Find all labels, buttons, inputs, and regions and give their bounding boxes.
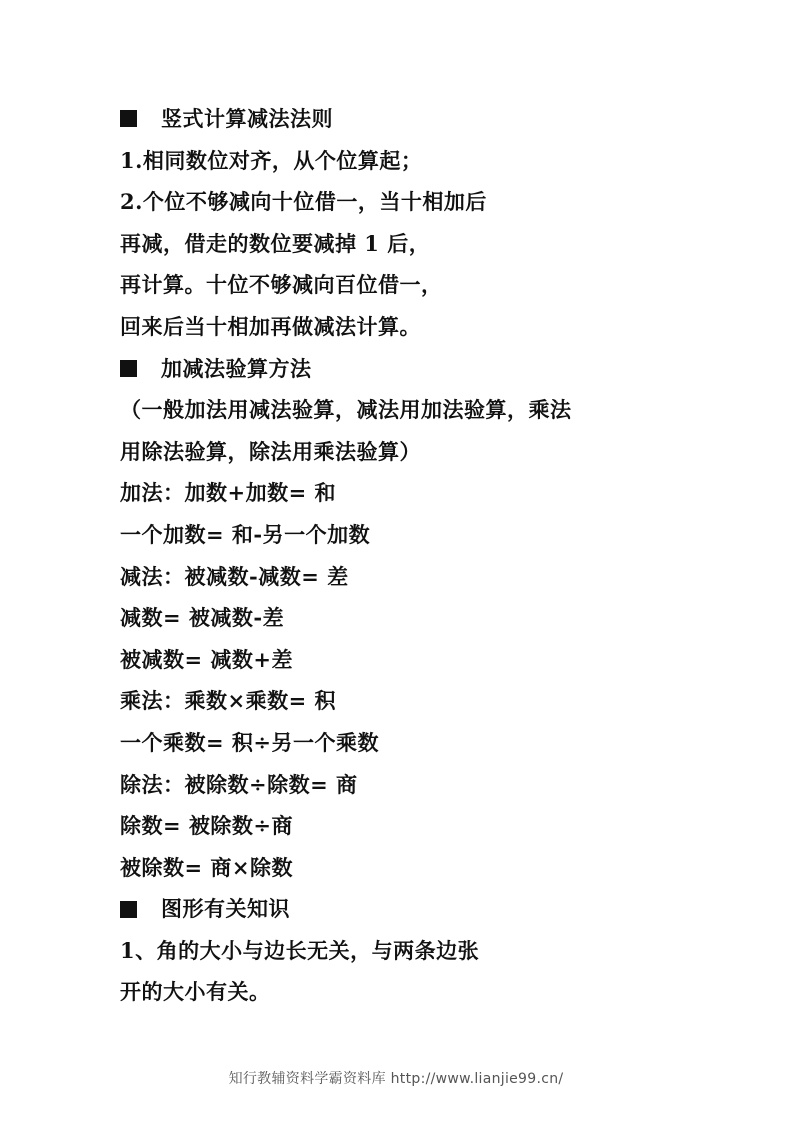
section-heading-vertical-subtraction: [120, 98, 720, 140]
section-heading-shapes: [120, 888, 720, 930]
text-line: （一般加法用减法验算，减法用加法验算，乘法: [120, 397, 572, 423]
formula-line: 除数= 被除数÷商: [120, 813, 294, 839]
formula-line: 减法：被减数-减数= 差: [120, 563, 349, 589]
formula-line: 除法：被除数÷除数= 商: [120, 771, 358, 797]
text-line: 1、角的大小与边长无关，与两条边张: [120, 937, 480, 963]
formula-line: 减数= 被减数-差: [120, 605, 285, 631]
text-line: 回来后当十相加再做减法计算。: [120, 313, 421, 339]
heading-text: 竖式计算减法法则: [161, 106, 333, 131]
text-line: 2.个位不够减向十位借一，当十相加后: [120, 189, 487, 215]
heading-text: 图形有关知识: [161, 896, 290, 922]
text-line: 开的大小有关。: [120, 979, 271, 1005]
page-footer-watermark: 知行教辅资料学霸资料库 http://www.lianjie99.cn/: [228, 1071, 564, 1087]
document-body: [120, 98, 720, 1013]
section-heading-check-methods: [120, 348, 720, 390]
text-line: 1.相同数位对齐，从个位算起；: [120, 147, 423, 173]
formula-line: 一个乘数= 积÷另一个乘数: [120, 729, 380, 755]
formula-line: 一个加数= 和-另一个加数: [120, 521, 371, 547]
square-bullet-icon: [120, 360, 137, 377]
text-line: 用除法验算，除法用乘法验算）: [120, 438, 421, 464]
heading-text: 加减法验算方法: [161, 355, 312, 381]
formula-line: 乘法：乘数×乘数= 积: [120, 688, 337, 714]
formula-line: 加法：加数+加数= 和: [120, 480, 337, 506]
formula-line: 被减数= 减数+差: [120, 646, 294, 672]
text-line: 再计算。十位不够减向百位借一，: [120, 272, 443, 298]
text-line: 再减，借走的数位要减掉 1 后，: [120, 230, 431, 256]
square-bullet-icon: [120, 110, 137, 127]
square-bullet-icon: [120, 901, 137, 918]
formula-line: 被除数= 商×除数: [120, 854, 294, 880]
